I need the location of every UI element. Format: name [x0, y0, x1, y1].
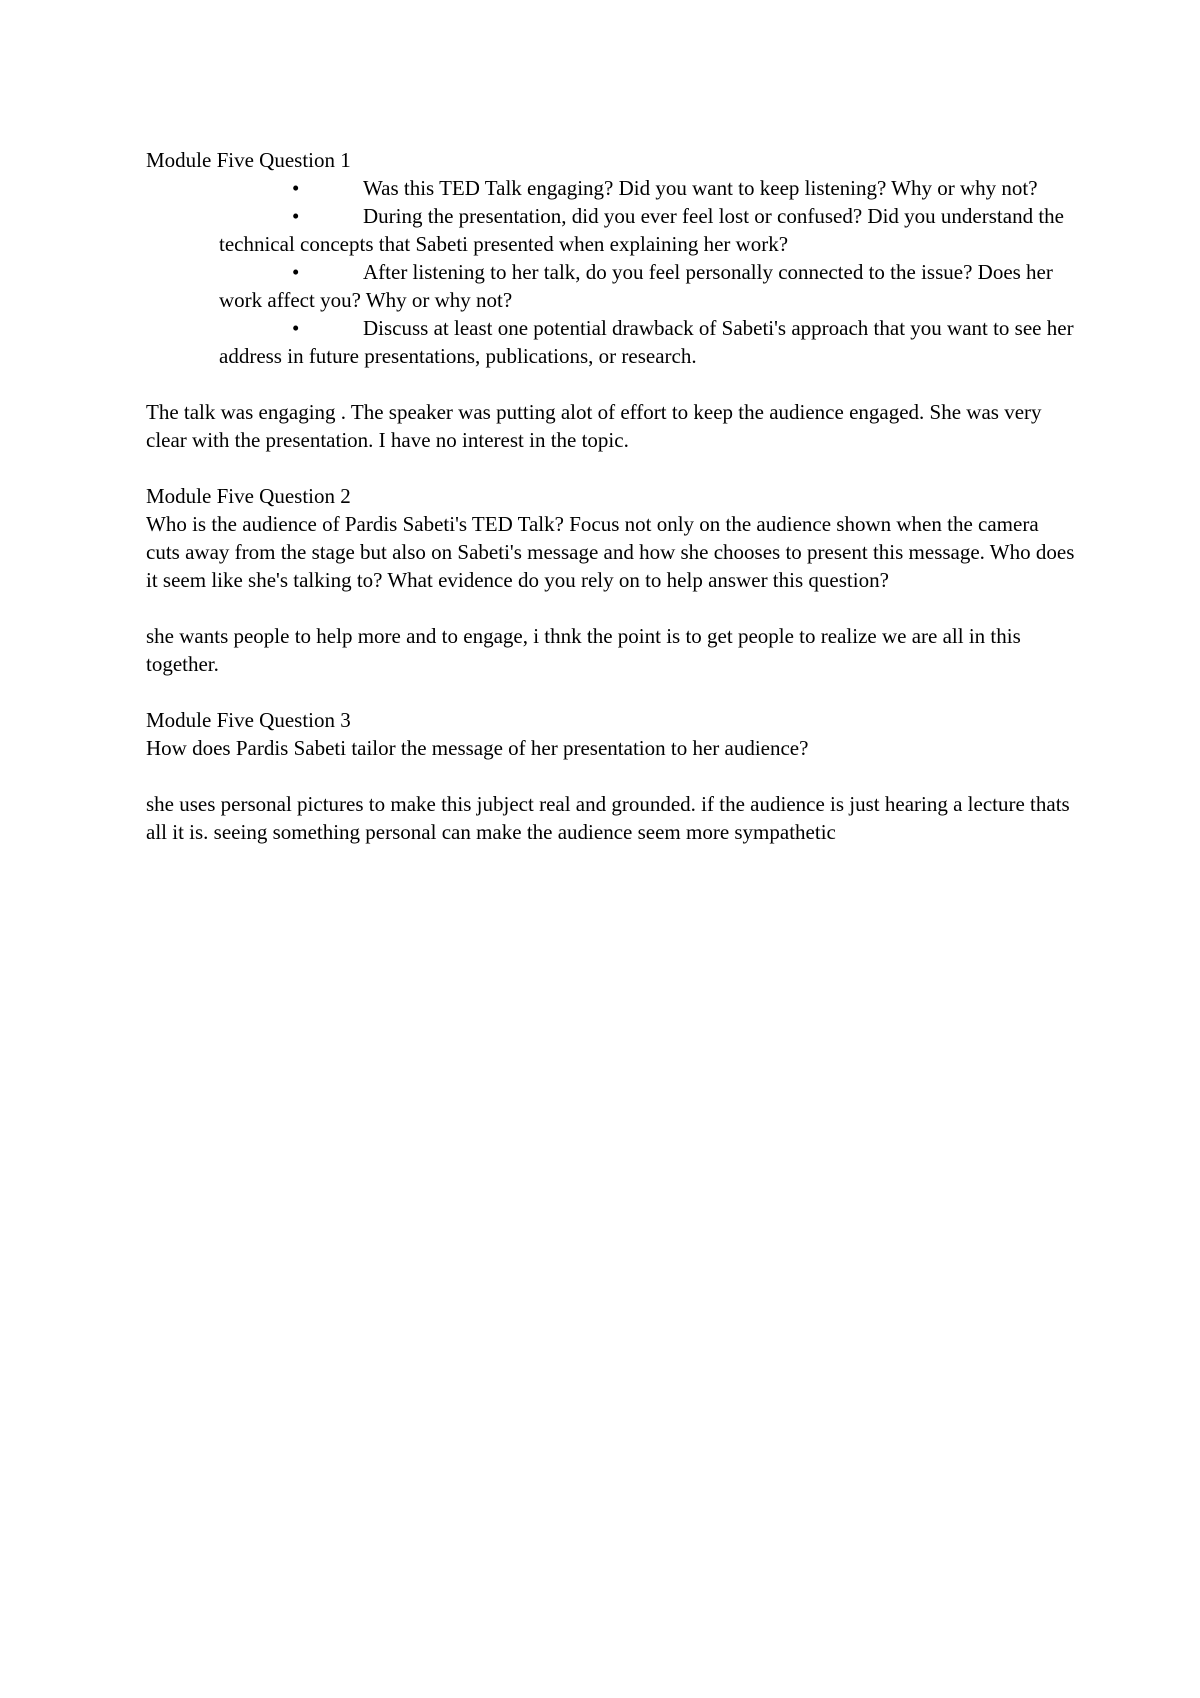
bullet-text: Discuss at least one potential drawback of Sabeti's approach that you want to see her address in future presentations, publications, or research.: [219, 316, 1074, 368]
bullet-text: Was this TED Talk engaging? Did you want to keep listening? Why or why not?: [363, 176, 1038, 200]
spacer: [146, 678, 1076, 706]
bullet-item: [146, 202, 1076, 258]
document-body: [146, 146, 1076, 846]
question-1-heading: Module Five Question 1: [146, 148, 351, 172]
question-2-section: [146, 482, 1076, 678]
bullet-text: After listening to her talk, do you feel personally connected to the issue? Does her work affect you? Why or why not?: [219, 260, 1053, 312]
question-3-answer: she uses personal pictures to make this jubject real and grounded. if the audience is just hearing a lecture thats all it is. seeing something personal can make the audience seem more sympathetic: [146, 792, 1070, 844]
spacer: [146, 370, 1076, 398]
question-2-heading: Module Five Question 2: [146, 484, 351, 508]
question-3-prompt: How does Pardis Sabeti tailor the message of her presentation to her audience?: [146, 736, 809, 760]
bullet-item: [146, 174, 1076, 202]
spacer: [146, 594, 1076, 622]
question-1-section: [146, 146, 1076, 454]
bullet-icon: •: [292, 316, 300, 340]
question-2-prompt: Who is the audience of Pardis Sabeti's TED Talk? Focus not only on the audience shown when the camera cuts away from the stage but also on Sabeti's message and how she chooses to present this message. Who does it seem like she's talking to? What evidence do you rely on to help answer this question?: [146, 512, 1075, 592]
bullet-icon: •: [292, 176, 300, 200]
spacer: [146, 762, 1076, 790]
question-1-bullet-list: [146, 174, 1076, 370]
bullet-item: [146, 314, 1076, 370]
question-3-heading: Module Five Question 3: [146, 708, 351, 732]
bullet-icon: •: [292, 204, 300, 228]
question-2-answer: she wants people to help more and to engage, i thnk the point is to get people to realize we are all in this together.: [146, 624, 1021, 676]
question-1-answer: The talk was engaging . The speaker was putting alot of effort to keep the audience engaged. She was very clear with the presentation. I have no interest in the topic.: [146, 400, 1042, 452]
bullet-text: During the presentation, did you ever feel lost or confused? Did you understand the technical concepts that Sabeti presented when explaining her work?: [219, 204, 1064, 256]
bullet-icon: •: [292, 260, 300, 284]
bullet-item: [146, 258, 1076, 314]
spacer: [146, 454, 1076, 482]
question-3-section: [146, 706, 1076, 846]
